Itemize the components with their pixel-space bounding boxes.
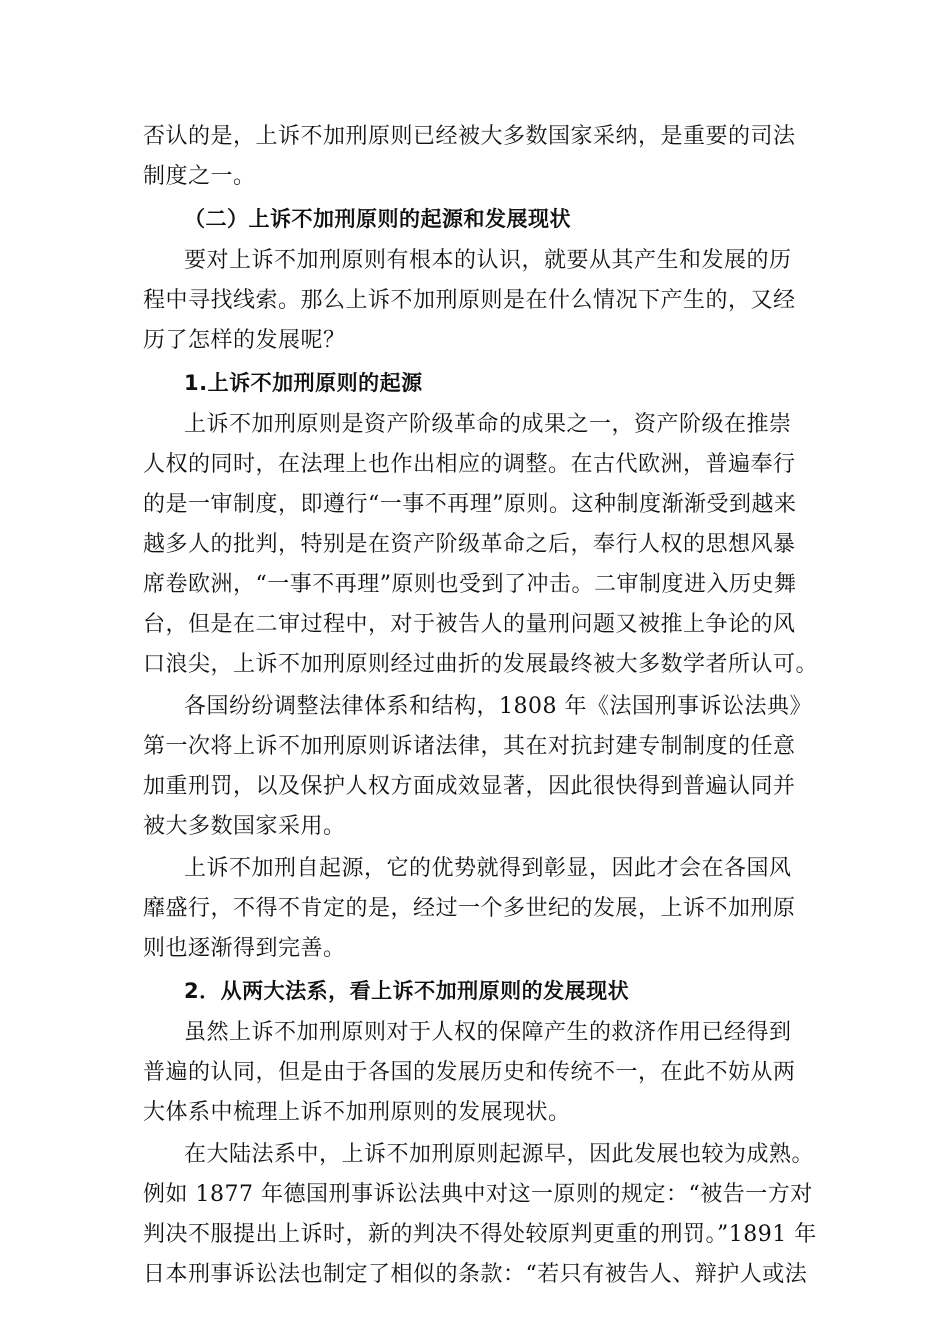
paragraph-line: 虽然上诉不加刑原则对于人权的保障产生的救济作用已经得到 <box>184 1020 792 1045</box>
paragraph-line: 判决不服提出上诉时，新的判决不得处较原判更重的刑罚。”1891 年 <box>143 1222 817 1247</box>
paragraph-line: 席卷欧洲，“一事不再理”原则也受到了冲击。二审制度进入历史舞 <box>143 572 797 597</box>
paragraph-line: 则也逐渐得到完善。 <box>143 936 346 961</box>
paragraph-line: 程中寻找线索。那么上诉不加刑原则是在什么情况下产生的，又经 <box>143 288 796 313</box>
paragraph-line: 人权的同时，在法理上也作出相应的调整。在古代欧洲，普遍奉行 <box>143 452 796 477</box>
paragraph-line: 否认的是，上诉不加刑原则已经被大多数国家采纳，是重要的司法 <box>143 124 796 149</box>
paragraph-line: 台，但是在二审过程中，对于被告人的量刑问题又被推上争论的风 <box>143 612 796 637</box>
paragraph-line: 普遍的认同，但是由于各国的发展历史和传统不一，在此不妨从两 <box>143 1060 796 1085</box>
section-heading: （二）上诉不加刑原则的起源和发展现状 <box>184 207 571 231</box>
subsection-heading: 1.上诉不加刑原则的起源 <box>184 371 423 395</box>
paragraph-line: 在大陆法系中，上诉不加刑原则起源早，因此发展也较为成熟。 <box>184 1142 815 1167</box>
paragraph-line: 历了怎样的发展呢？ <box>143 328 346 353</box>
paragraph-line: 要对上诉不加刑原则有根本的认识，就要从其产生和发展的历 <box>184 248 792 273</box>
paragraph-line: 越多人的批判，特别是在资产阶级革命之后，奉行人权的思想风暴 <box>143 532 796 557</box>
subsection-heading: 2．从两大法系，看上诉不加刑原则的发展现状 <box>184 979 630 1003</box>
paragraph-line: 各国纷纷调整法律体系和结构，1808 年《法国刑事诉讼法典》 <box>184 694 812 719</box>
paragraph-line: 制度之一。 <box>143 164 256 189</box>
paragraph-line: 大体系中梳理上诉不加刑原则的发展现状。 <box>143 1100 571 1125</box>
paragraph-line: 上诉不加刑原则是资产阶级革命的成果之一，资产阶级在推崇 <box>184 412 792 437</box>
paragraph-line: 的是一审制度，即遵行“一事不再理”原则。这种制度渐渐受到越来 <box>143 492 797 517</box>
paragraph-line: 加重刑罚，以及保护人权方面成效显著，因此很快得到普遍认同并 <box>143 774 796 799</box>
paragraph-line: 日本刑事诉讼法也制定了相似的条款：“若只有被告人、辩护人或法 <box>143 1262 808 1287</box>
paragraph-line: 第一次将上诉不加刑原则诉诸法律，其在对抗封建专制制度的任意 <box>143 734 796 759</box>
paragraph-line: 靡盛行，不得不肯定的是，经过一个多世纪的发展，上诉不加刑原 <box>143 896 796 921</box>
paragraph-line: 上诉不加刑自起源，它的优势就得到彰显，因此才会在各国风 <box>184 856 792 881</box>
paragraph-line: 口浪尖，上诉不加刑原则经过曲折的发展最终被大多数学者所认可。 <box>143 652 819 677</box>
paragraph-line: 被大多数国家采用。 <box>143 814 346 839</box>
paragraph-line: 例如 1877 年德国刑事诉讼法典中对这一原则的规定：“被告一方对 <box>143 1182 813 1207</box>
